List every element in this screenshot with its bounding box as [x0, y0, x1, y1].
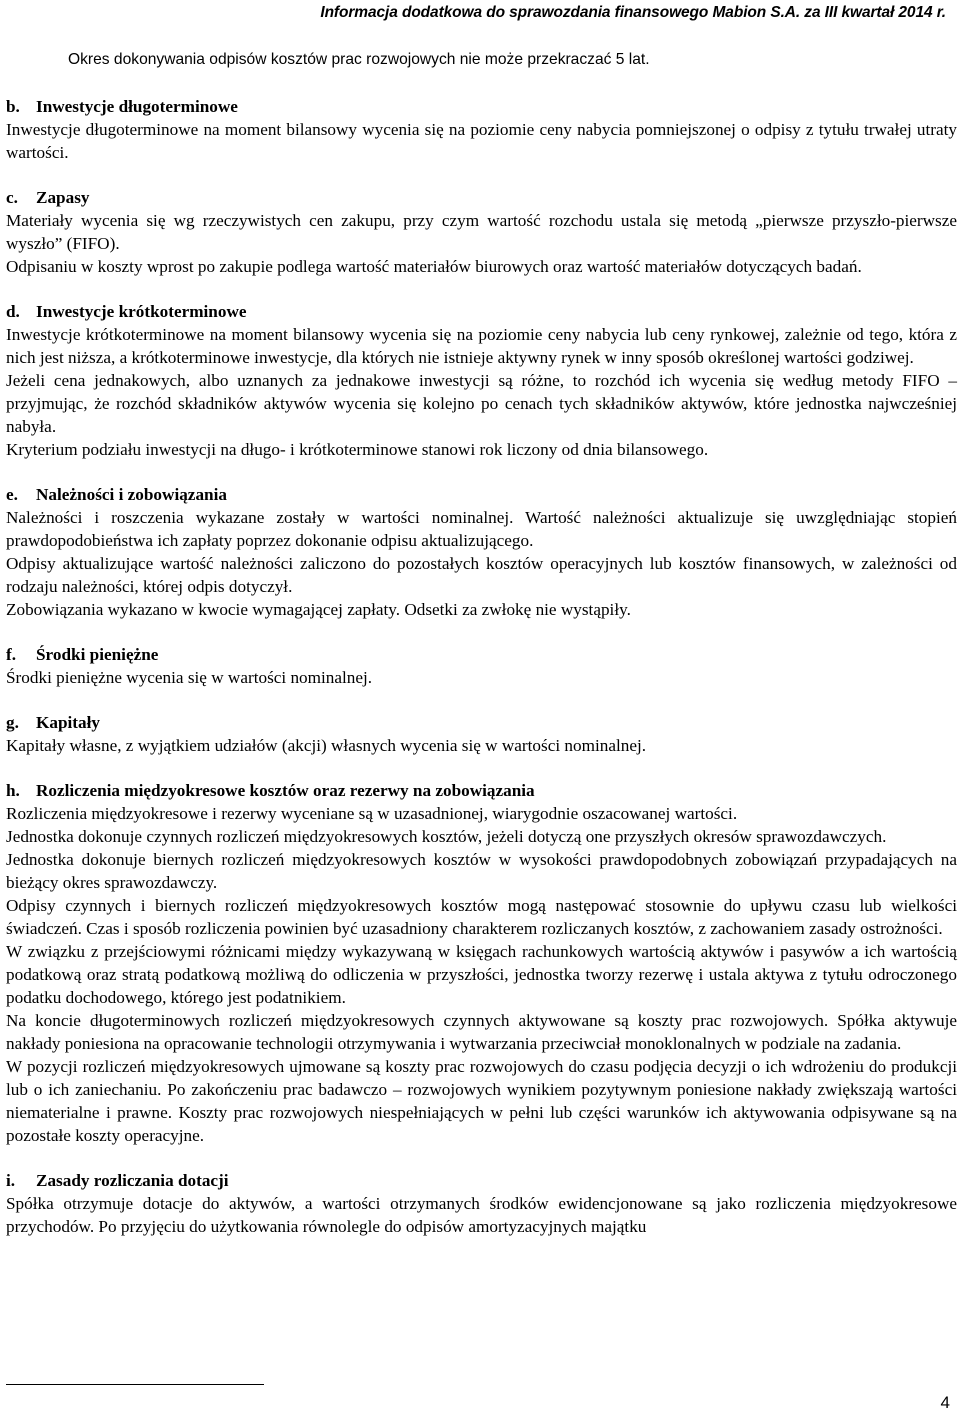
- section-g: [6, 711, 957, 757]
- paragraph: Odpisy aktualizujące wartość należności zaliczono do pozostałych kosztów operacyjnych lub kosztów finansowych, w zależności od rodzaju należności, której odpis dotyczył.: [6, 554, 957, 596]
- section-title: Kapitały: [36, 713, 100, 732]
- paragraph: Zobowiązania wykazano w kwocie wymagającej zapłaty. Odsetki za zwłokę nie wystąpiły.: [6, 600, 631, 619]
- paragraph: Materiały wycenia się wg rzeczywistych cen zakupu, przy czym wartość rozchodu ustala się metodą „pierwsze przyszło-pierwsze wyszło” (FIFO).: [6, 211, 957, 253]
- section-title: Inwestycje krótkoterminowe: [36, 302, 247, 321]
- section-heading: [6, 1169, 957, 1192]
- section-title: Inwestycje długoterminowe: [36, 97, 238, 116]
- paragraph: Rozliczenia międzyokresowe i rezerwy wyceniane są w uzasadnionej, wiarygodnie oszacowanej wartości.: [6, 804, 738, 823]
- section-heading: [6, 779, 957, 802]
- section-letter: g.: [6, 713, 19, 732]
- paragraph: Środki pieniężne wycenia się w wartości nominalnej.: [6, 668, 373, 687]
- section-letter: b.: [6, 97, 20, 116]
- section-e: [6, 483, 957, 621]
- page-header: Informacja dodatkowa do sprawozdania finansowego Mabion S.A. za III kwartał 2014 r.: [320, 4, 946, 21]
- paragraph: Należności i roszczenia wykazane zostały w wartości nominalnej. Wartość należności aktualizuje się uwzględniając stopień prawdopodobieństwa ich zapłaty poprzez dokonanie odpisu aktualizującego.: [6, 508, 957, 550]
- section-d: [6, 300, 957, 461]
- section-letter: i.: [6, 1171, 16, 1190]
- paragraph: Kapitały własne, z wyjątkiem udziałów (akcji) własnych wycenia się w wartości nominalnej.: [6, 736, 647, 755]
- section-title: Środki pieniężne: [36, 645, 159, 664]
- section-b: [6, 95, 957, 164]
- section-f: [6, 643, 957, 689]
- paragraph: Odpisy czynnych i biernych rozliczeń międzyokresowych kosztów mogą następować stosownie do upływu czasu lub wielkości świadczeń. Czas i sposób rozliczenia powinien być uzasadniony charakterem rozliczanych kosztów, z zachowaniem zasady ostrożności.: [6, 896, 957, 938]
- section-title: Zapasy: [36, 188, 90, 207]
- section-title: Należności i zobowiązania: [36, 485, 227, 504]
- intro-paragraph: Okres dokonywania odpisów kosztów prac rozwojowych nie może przekraczać 5 lat.: [68, 51, 650, 68]
- section-h: [6, 779, 957, 1147]
- section-letter: e.: [6, 485, 18, 504]
- section-letter: c.: [6, 188, 18, 207]
- section-title: Zasady rozliczania dotacji: [36, 1171, 229, 1190]
- paragraph: Inwestycje długoterminowe na moment bilansowy wycenia się na poziomie ceny nabycia pomniejszonej o odpisy z tytułu trwałej utraty wartości.: [6, 120, 957, 162]
- section-heading: [6, 300, 957, 323]
- paragraph: W związku z przejściowymi różnicami między wykazywaną w księgach rachunkowych wartością aktywów i pasywów a ich wartością podatkową oraz stratą podatkową możliwą do odliczenia w przyszłości, jednostka tworzy rezerwę i ustala aktywa z tytułu odroczonego podatku dochodowego, którego jest podatnikiem.: [6, 942, 957, 1007]
- section-heading: [6, 95, 957, 118]
- paragraph: Spółka otrzymuje dotacje do aktywów, a wartości otrzymanych środków ewidencjonowane są jako rozliczenia międzyokresowe przychodów. Po przyjęciu do użytkowania równolegle do odpisów amortyzacyjnych majątku: [6, 1194, 957, 1236]
- page-number: 4: [940, 1393, 950, 1412]
- section-heading: [6, 483, 957, 506]
- section-title: Rozliczenia międzyokresowe kosztów oraz rezerwy na zobowiązania: [36, 781, 535, 800]
- paragraph: Na koncie długoterminowych rozliczeń międzyokresowych czynnych aktywowane są koszty prac rozwojowych. Spółka aktywuje nakłady poniesiona na opracowanie technologii otrzymywania i wytwarzania przeciwciał monoklonalnych w podziale na zadania.: [6, 1011, 957, 1053]
- paragraph: Jednostka dokonuje czynnych rozliczeń międzyokresowych kosztów, jeżeli dotyczą one przyszłych okresów sprawozdawczych.: [6, 827, 887, 846]
- footer-rule: [6, 1384, 264, 1385]
- section-c: [6, 186, 957, 278]
- paragraph: Jednostka dokonuje biernych rozliczeń międzyokresowych kosztów w wysokości prawdopodobnych zobowiązań przypadających na bieżący okres sprawozdawczy.: [6, 850, 957, 892]
- paragraph: W pozycji rozliczeń międzyokresowych ujmowane są koszty prac rozwojowych do czasu podjęcia decyzji o ich wdrożeniu do produkcji lub o ich zaniechaniu. Po zakończeniu prac badawczo – rozwojowych wynikiem pozytywnym poniesione nakłady zwiększają wartości niematerialne i prawne. Koszty prac rozwojowych niespełniających w pełni lub części warunków ich aktywowania odpisywane są na pozostałe koszty operacyjne.: [6, 1057, 957, 1145]
- paragraph: Jeżeli cena jednakowych, albo uznanych za jednakowe inwestycji są różne, to rozchód ich wycenia się według metody FIFO – przyjmując, że rozchód składników aktywów wycenia się kolejno po cenach tych składników aktywów, które jednostka najwcześniej nabyła.: [6, 371, 957, 436]
- paragraph: Kryterium podziału inwestycji na długo- i krótkoterminowe stanowi rok liczony od dnia bilansowego.: [6, 440, 709, 459]
- section-letter: d.: [6, 302, 20, 321]
- document-body: [6, 48, 957, 1260]
- section-heading: [6, 643, 957, 666]
- section-letter: h.: [6, 781, 20, 800]
- section-heading: [6, 186, 957, 209]
- section-heading: [6, 711, 957, 734]
- section-i: [6, 1169, 957, 1238]
- paragraph: Inwestycje krótkoterminowe na moment bilansowy wycenia się na poziomie ceny nabycia lub ceny rynkowej, zależnie od tego, która z nich jest niższa, a krótkoterminowe inwestycje, dla których nie istnieje aktywny rynek w inny sposób określonej wartości godziwej.: [6, 325, 957, 367]
- section-letter: f.: [6, 645, 17, 664]
- paragraph: Odpisaniu w koszty wprost po zakupie podlega wartość materiałów biurowych oraz wartość materiałów dotyczących badań.: [6, 257, 862, 276]
